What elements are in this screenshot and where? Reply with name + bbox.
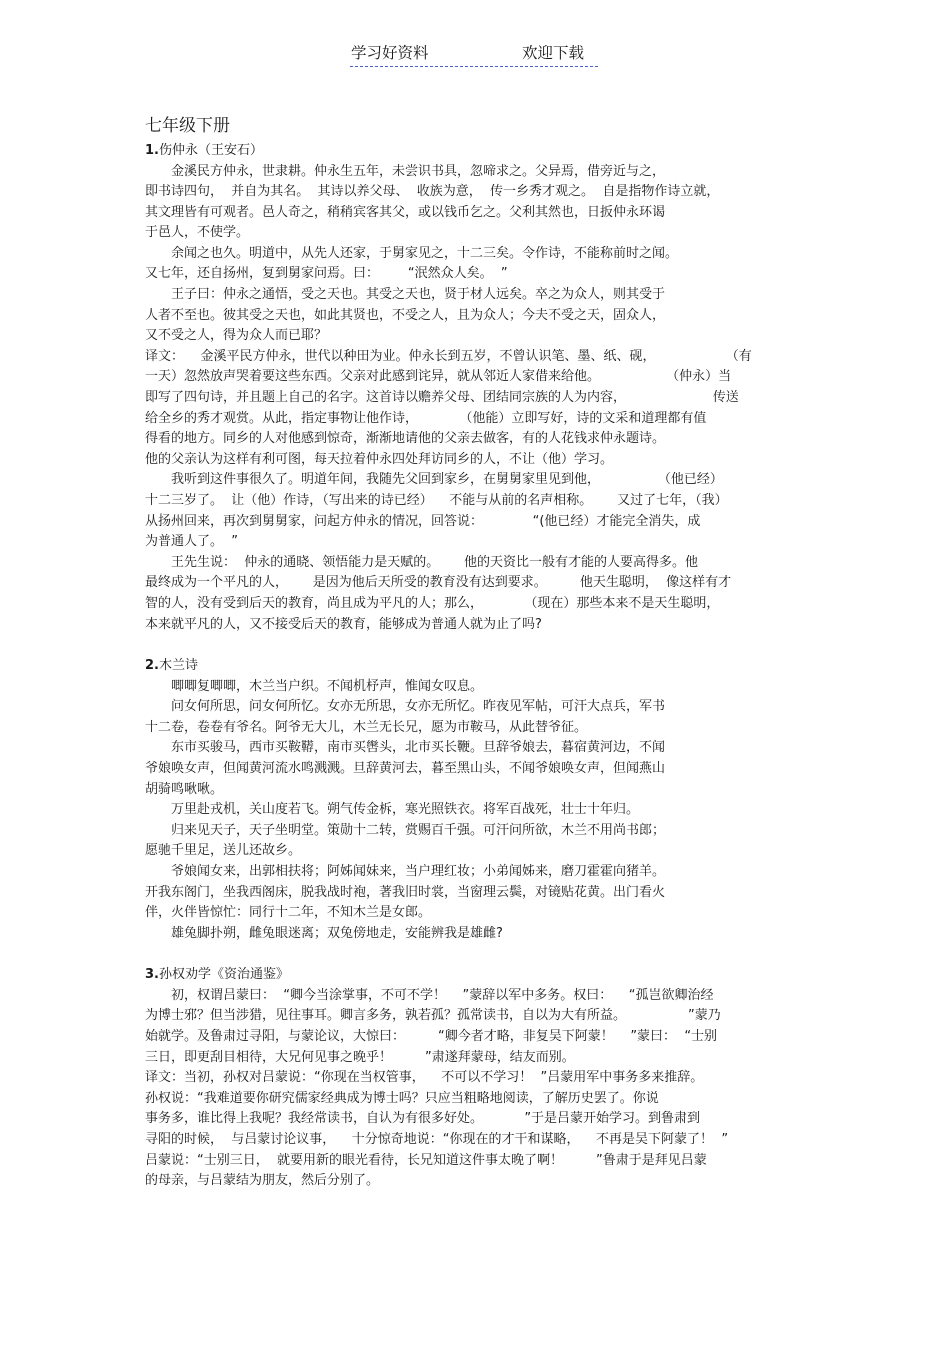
translation-line: 吕蒙说：“士别三日， 就要用新的眼光看待，长兄知道这件事太晚了啊！ ”鲁肃于是拜见吕蒙 bbox=[145, 1152, 707, 1168]
translation-line: 从扬州回来，再次到舅舅家，问起方仲永的情况，回答说： “(他已经）才能完全消失，成 bbox=[145, 513, 701, 529]
translation-line: 孙权说：“我难道要你研究儒家经典成为博士吗？只应当粗略地阅读，了解历史罢了。你说 bbox=[145, 1090, 659, 1106]
text-line: 其文理皆有可观者。邑人奇之，稍稍宾客其父，或以钱币乞之。父利其然也，日扳仲永环谒 bbox=[145, 204, 666, 220]
section-title bbox=[145, 965, 825, 986]
text-line: 爷娘唤女声，但闻黄河流水鸣溅溅。旦辞黄河去，暮至黑山头，不闻爷娘唤女声，但闻燕山 bbox=[145, 761, 666, 777]
text-line: 问女何所思，问女何所忆。女亦无所思，女亦无所忆。昨夜见军帖，可汗大点兵，军书 bbox=[171, 699, 666, 715]
text-line: 三日，即更刮目相待，大兄何见事之晚乎！ ”肃遂拜蒙母，结友而别。 bbox=[145, 1049, 575, 1065]
section-sunquan-quanxue bbox=[145, 965, 825, 1191]
translation-line: 本来就平凡的人，又不接受后天的教育，能够成为普通人就为止了吗? bbox=[145, 616, 542, 632]
translation-line: 一天）忽然放声哭着要这些东西。父亲对此感到诧异，就从邻近人家借来给他。 （仲永）当 bbox=[145, 369, 732, 385]
text-line: 爷娘闻女来，出郭相扶将；阿姊闻妹来，当户理红妆；小弟闻姊来，磨刀霍霍向猪羊。 bbox=[171, 864, 666, 879]
text-line: 伴，火伴皆惊忙：同行十二年，不知木兰是女郎。 bbox=[145, 905, 432, 921]
translation-line: 的母亲，与吕蒙结为朋友，然后分别了。 bbox=[145, 1173, 380, 1189]
section-number: 1. bbox=[145, 143, 159, 158]
translation-line: 即写了四句诗，并且题上自己的名字。这首诗以赡养父母、团结同宗族的人为内容， 传送 bbox=[145, 390, 739, 406]
section-title bbox=[145, 141, 825, 162]
text-line: 即书诗四句， 并自为其名。 其诗以养父母、 收族为意， 传一乡秀才观之。 自是指物作诗立就， bbox=[145, 184, 720, 200]
section-shang-zhongyong bbox=[145, 141, 825, 635]
header-left-text: 学习好资料 bbox=[351, 44, 429, 62]
section-spacer bbox=[145, 944, 825, 965]
translation-line: 译文： 金溪平民方仲永，世代以种田为业。仲永长到五岁，不曾认识笔、墨、纸、砚， （有 bbox=[145, 348, 752, 364]
section-title-text: 孙权劝学《资治通鉴》 bbox=[158, 967, 289, 983]
text-line: 东市买骏马，西市买鞍鞯，南市买辔头，北市买长鞭。旦辞爷娘去，暮宿黄河边，不闻 bbox=[171, 740, 666, 756]
page-header bbox=[350, 42, 598, 67]
text-line: 又七年，还自扬州，复到舅家问焉。曰： “泯然众人矣。 ” bbox=[145, 266, 508, 282]
translation-line: 为普通人了。 ” bbox=[145, 534, 238, 550]
text-line: 余闻之也久。明道中，从先人还家，于舅家见之，十二三矣。令作诗，不能称前时之闻。 bbox=[171, 245, 679, 261]
section-number: 3. bbox=[145, 967, 159, 983]
text-line: 又不受之人，得为众人而已耶？ bbox=[145, 328, 328, 344]
translation-line: 王先生说： 仲永的通晓、领悟能力是天赋的。 他的天资比一般有才能的人要高得多。他 bbox=[171, 554, 699, 570]
page-title: 七年级下册 bbox=[145, 116, 230, 136]
translation-line: 译文：当初，孙权对吕蒙说：“你现在当权管事， 不可以不学习！ ”吕蒙用军中事务多来推辞。 bbox=[145, 1070, 704, 1086]
text-line: 胡骑鸣啾啾。 bbox=[145, 781, 224, 797]
text-line: 唧唧复唧唧，木兰当户织。不闻机杼声，惟闻女叹息。 bbox=[171, 678, 484, 694]
text-line: 于邑人，不使学。 bbox=[145, 225, 250, 241]
section-title-text: 伤仲永（王安石） bbox=[158, 143, 263, 158]
translation-line: 事务多，谁比得上我呢？我经常读书，自认为有很多好处。 ”于是吕蒙开始学习。到鲁肃到 bbox=[145, 1111, 701, 1127]
text-line: 王子曰：仲永之通悟，受之天也。其受之天也，贤于材人远矣。卒之为众人，则其受于 bbox=[171, 287, 666, 303]
text-line: 开我东阁门，坐我西阁床，脱我战时袍，著我旧时裳，当窗理云鬓，对镜贴花黄。出门看火 bbox=[145, 884, 666, 900]
section-number: 2. bbox=[145, 658, 159, 674]
section-mulan-shi bbox=[145, 656, 825, 944]
translation-line: 智的人，没有受到后天的教育，尚且成为平凡的人；那么， （现在）那些本来不是天生聪明， bbox=[145, 595, 720, 611]
text-line: 万里赴戎机，关山度若飞。朔气传金柝，寒光照铁衣。将军百战死，壮士十年归。 bbox=[171, 802, 640, 818]
text-line: 愿驰千里足，送儿还故乡。 bbox=[145, 843, 302, 859]
header-right-text: 欢迎下载 bbox=[522, 44, 585, 62]
text-line: 人者不至也。彼其受之天也，如此其贤也，不受之人，且为众人；今夫不受之天，固众人， bbox=[145, 307, 666, 323]
text-line: 初，权谓吕蒙曰： “卿今当涂掌事，不可不学！ ”蒙辞以军中多务。权曰： “孤岂欲卿治经 bbox=[171, 987, 714, 1003]
text-line: 金溪民方仲永，世隶耕。仲永生五年，未尝识书具，忽啼求之。父异焉，借旁近与之， bbox=[171, 163, 666, 179]
translation-line: 寻阳的时候， 与吕蒙讨论议事， 十分惊奇地说：“你现在的才干和谋略， 不再是吴下阿蒙了！ ” bbox=[145, 1132, 729, 1148]
translation-line: 得看的地方。同乡的人对他感到惊奇，渐渐地请他的父亲去做客，有的人花钱求仲永题诗。 bbox=[145, 431, 666, 447]
text-line: 始就学。及鲁肃过寻阳，与蒙论议，大惊曰： “卿今者才略，非复吴下阿蒙！ ”蒙曰： “士别 bbox=[145, 1029, 718, 1045]
section-spacer bbox=[145, 635, 825, 656]
section-title bbox=[145, 656, 825, 677]
text-line: 十二卷，卷卷有爷名。阿爷无大儿，木兰无长兄，愿为市鞍马，从此替爷征。 bbox=[145, 719, 588, 735]
text-line: 归来见天子，天子坐明堂。策勋十二转，赏赐百千强。可汗问所欲，木兰不用尚书郎； bbox=[171, 822, 666, 838]
text-line: 雄兔脚扑朔，雌兔眼迷离；双兔傍地走，安能辨我是雄雌? bbox=[171, 925, 503, 941]
translation-line: 十二三岁了。 让（他）作诗，（写出来的诗已经） 不能与从前的名声相称。 又过了七年，（我） bbox=[145, 493, 728, 508]
document-body bbox=[145, 114, 825, 1192]
translation-line: 他的父亲认为这样有利可图，每天拉着仲永四处拜访同乡的人，不让（他）学习。 bbox=[145, 451, 614, 467]
text-line: 为博士邪？但当涉猎，见往事耳。卿言多务，孰若孤？孤常读书，自以为大有所益。 ”蒙乃 bbox=[145, 1008, 721, 1024]
translation-line: 我听到这件事很久了。明道年间，我随先父回到家乡，在舅舅家里见到他， （他已经） bbox=[171, 472, 723, 488]
translation-line: 给全乡的秀才观赏。从此，指定事物让他作诗， （他能）立即写好，诗的文采和道理都有值 bbox=[145, 410, 707, 426]
translation-line: 最终成为一个平凡的人， 是因为他后天所受的教育没有达到要求。 他天生聪明， 像这样有才 bbox=[145, 575, 732, 591]
section-title-text: 木兰诗 bbox=[158, 658, 198, 674]
